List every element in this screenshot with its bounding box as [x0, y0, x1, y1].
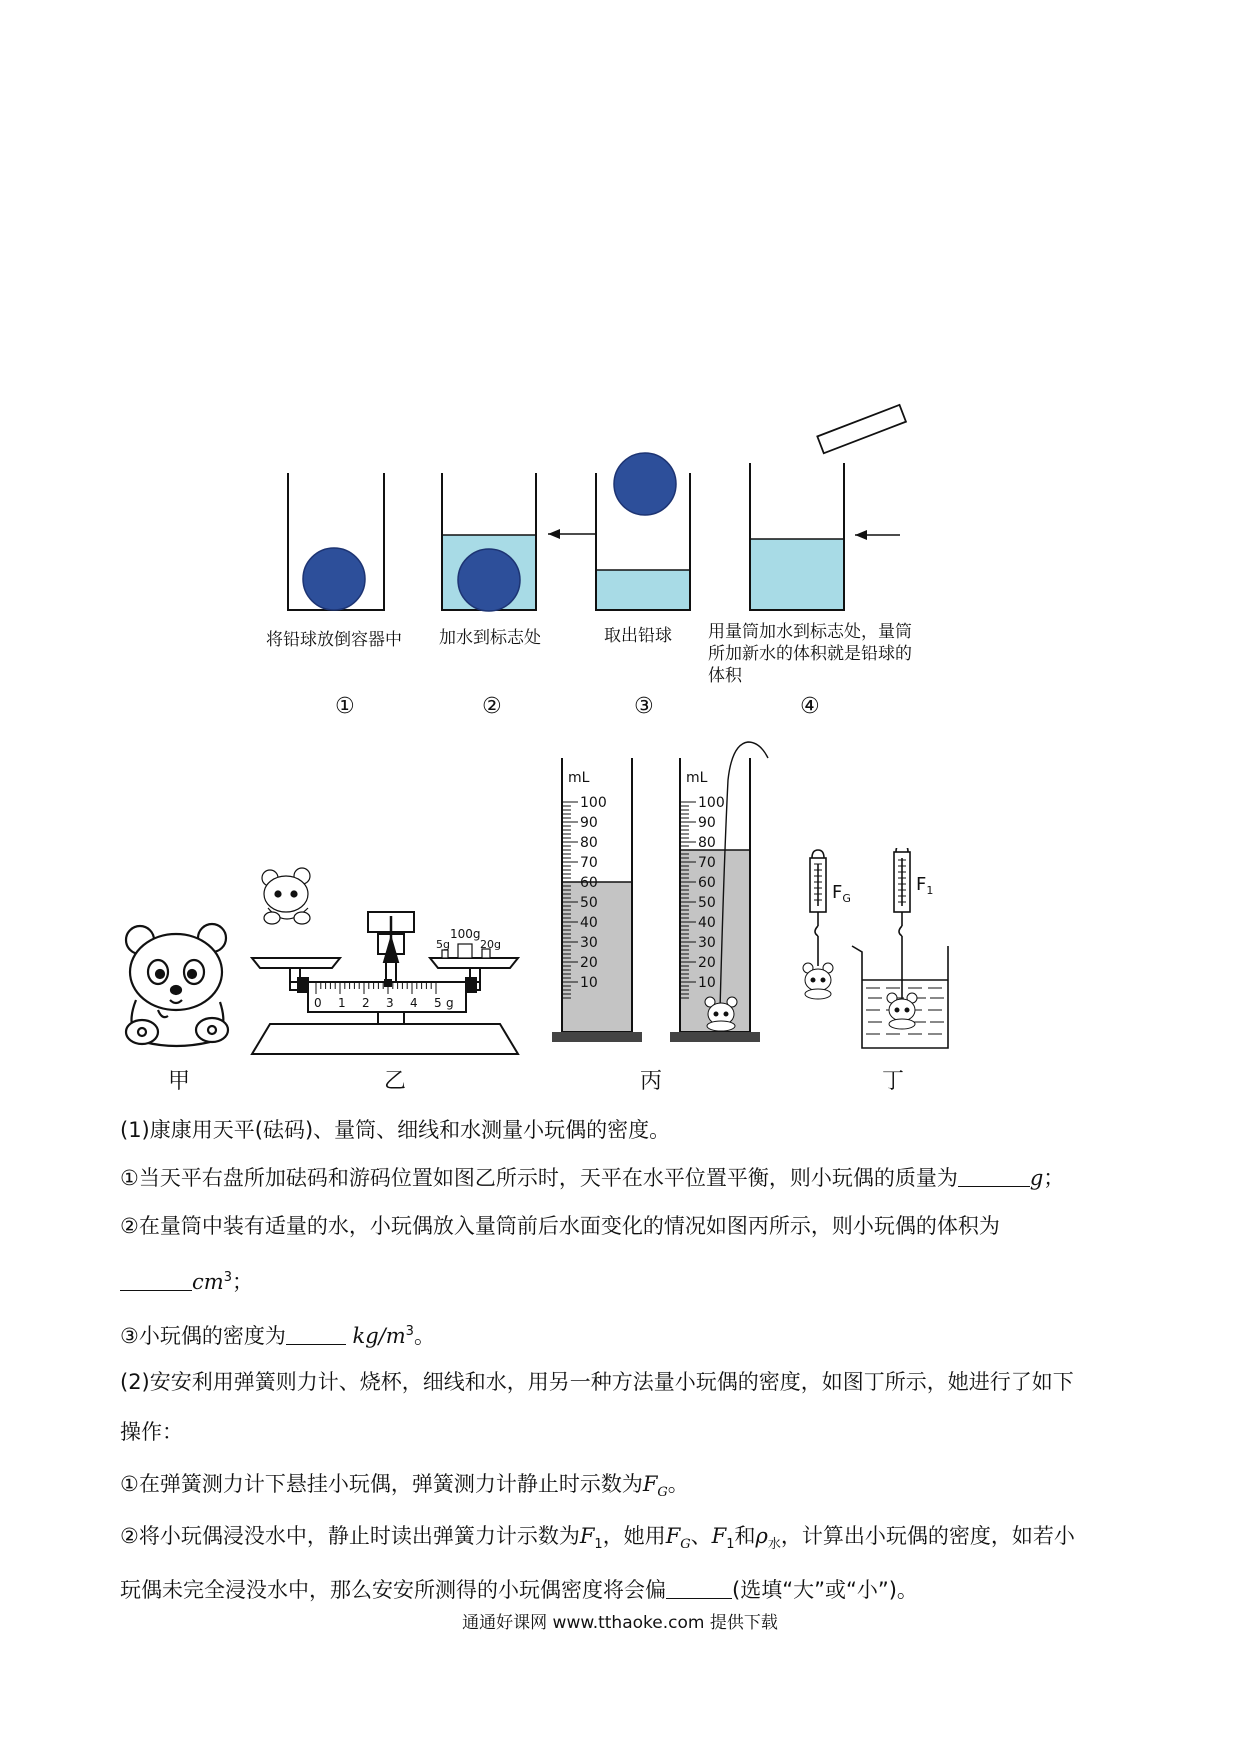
- scale-label-0: 0: [314, 996, 322, 1010]
- lead-ball-2: [458, 549, 520, 611]
- question-1-2-cont: $cm^3$；: [120, 1264, 253, 1296]
- question-part-2-cont: 操作：: [120, 1420, 183, 1444]
- question-2-2: ②将小玩偶浸没水中，静止时读出弹簧力计示数为$F_1$，她用$F_G$、$F_1$和$\rho_水$，计算出小玩偶的密度，如若小: [120, 1524, 1075, 1553]
- weight-label-5g: 5g: [436, 938, 450, 951]
- steps-figure: [0, 380, 1240, 620]
- scale-unit: g: [446, 996, 454, 1010]
- label-yi: 乙: [384, 1069, 407, 1094]
- step-number-1: ①: [335, 694, 355, 719]
- spring-1-hook-top: [812, 850, 824, 858]
- cylinder-2-label-30: 30: [698, 935, 716, 951]
- weight-100g: [458, 944, 472, 958]
- cylinder-1-label-70: 70: [580, 855, 598, 871]
- cylinder-1-label-60: 60: [580, 875, 598, 891]
- cylinder-2-label-10: 10: [698, 975, 716, 991]
- cylinder-2: [670, 742, 768, 1042]
- scale-label-4: 4: [410, 996, 418, 1010]
- lead-ball-3: [614, 453, 676, 515]
- panda-hanging: [803, 963, 833, 999]
- answer-blank-density[interactable]: [286, 1324, 346, 1345]
- cylinder-1-label-10: 10: [580, 975, 598, 991]
- label-bing: 丙: [640, 1069, 663, 1094]
- container-2: [442, 473, 536, 611]
- cylinder-1-label-20: 20: [580, 955, 598, 971]
- cylinder-1-label-30: 30: [580, 935, 598, 951]
- question-2-1: ①在弹簧测力计下悬挂小玩偶，弹簧测力计静止时示数为$F_G$。: [120, 1472, 689, 1501]
- cylinder-1-label-50: 50: [580, 895, 598, 911]
- weight-label-100g: 100g: [450, 927, 481, 941]
- panda-toy-figure: [118, 920, 248, 1050]
- cylinder-1-label-90: 90: [580, 815, 598, 831]
- question-part-2: (2)安安利用弹簧则力计、烧杯，细线和水，用另一种方法量小玩偶的密度，如图丁所示，她进行了如下: [120, 1370, 1074, 1394]
- step-caption-4-line-3: 体积: [708, 666, 742, 686]
- container-3: [596, 453, 690, 610]
- cylinders-figure: [548, 740, 788, 1058]
- question-part-1: (1)康康用天平(砝码)、量筒、细线和水测量小玩偶的密度。: [120, 1118, 671, 1142]
- scale-label-1: 1: [338, 996, 346, 1010]
- question-1-3: ③小玩偶的密度为 $kg/m^3$。: [120, 1324, 435, 1348]
- spring-label-f1: $F_1$: [916, 874, 934, 897]
- weight-5g: [442, 950, 448, 958]
- balance-rider: [384, 979, 392, 987]
- step-caption-1: 将铅球放倒容器中: [266, 630, 402, 650]
- step-caption-4-line-1: 用量筒加水到标志处，量筒: [708, 622, 912, 642]
- cylinder-1: [552, 758, 642, 1042]
- cylinder-2-label-70: 70: [698, 855, 716, 871]
- cylinder-2-label-40: 40: [698, 915, 716, 931]
- question-1-2: ②在量筒中装有适量的水，小玩偶放入量筒前后水面变化的情况如图丙所示，则小玩偶的体积为: [120, 1214, 1000, 1238]
- cylinder-1-label-80: 80: [580, 835, 598, 851]
- page-footer: 通通好课网 www.tthaoke.com 提供下载: [462, 1613, 778, 1633]
- label-jia: 甲: [168, 1069, 191, 1094]
- weight-label-20g: 20g: [480, 938, 501, 951]
- scale-label-5: 5: [434, 996, 442, 1010]
- arrow-left: [548, 529, 596, 539]
- cylinder-2-label-80: 80: [698, 835, 716, 851]
- cylinder-1-unit: mL: [568, 770, 590, 786]
- step-number-4: ④: [800, 694, 820, 719]
- step-caption-3: 取出铅球: [604, 626, 672, 646]
- balance-figure: [250, 858, 530, 1058]
- container-4: [750, 405, 906, 610]
- scale-label-3: 3: [386, 996, 394, 1010]
- question-1-1: ①当天平右盘所加砝码和游码位置如图乙所示时，天平在水平位置平衡，则小玩偶的质量为 g；: [120, 1166, 1065, 1190]
- cylinder-2-unit: mL: [686, 770, 708, 786]
- cylinder-1-label-100: 100: [580, 795, 607, 811]
- answer-blank-volume[interactable]: [120, 1270, 192, 1291]
- answer-blank-bias[interactable]: [666, 1578, 732, 1599]
- lead-ball-1: [303, 548, 365, 610]
- cylinder-2-label-90: 90: [698, 815, 716, 831]
- cylinder-2-label-20: 20: [698, 955, 716, 971]
- step-number-2: ②: [482, 694, 502, 719]
- question-2-2-cont: 玩偶未完全浸没水中，那么安安所测得的小玩偶密度将会偏 (选填“大”或“小”)。: [120, 1578, 918, 1602]
- step-caption-2: 加水到标志处: [439, 628, 541, 648]
- answer-blank-mass[interactable]: [958, 1166, 1030, 1187]
- cylinder-2-label-50: 50: [698, 895, 716, 911]
- panda-on-pan: [262, 868, 310, 924]
- spring-label-fg: $F_G$: [832, 882, 851, 905]
- step-caption-4-line-2: 所加新水的体积就是铅球的: [708, 644, 912, 664]
- cylinder-2-label-60: 60: [698, 875, 716, 891]
- label-ding: 丁: [882, 1069, 905, 1094]
- step-number-3: ③: [634, 694, 654, 719]
- spring-balance-figure: [790, 848, 960, 1058]
- container-1: [288, 473, 384, 610]
- cylinder-1-label-40: 40: [580, 915, 598, 931]
- cylinder-2-label-100: 100: [698, 795, 725, 811]
- scale-label-2: 2: [362, 996, 370, 1010]
